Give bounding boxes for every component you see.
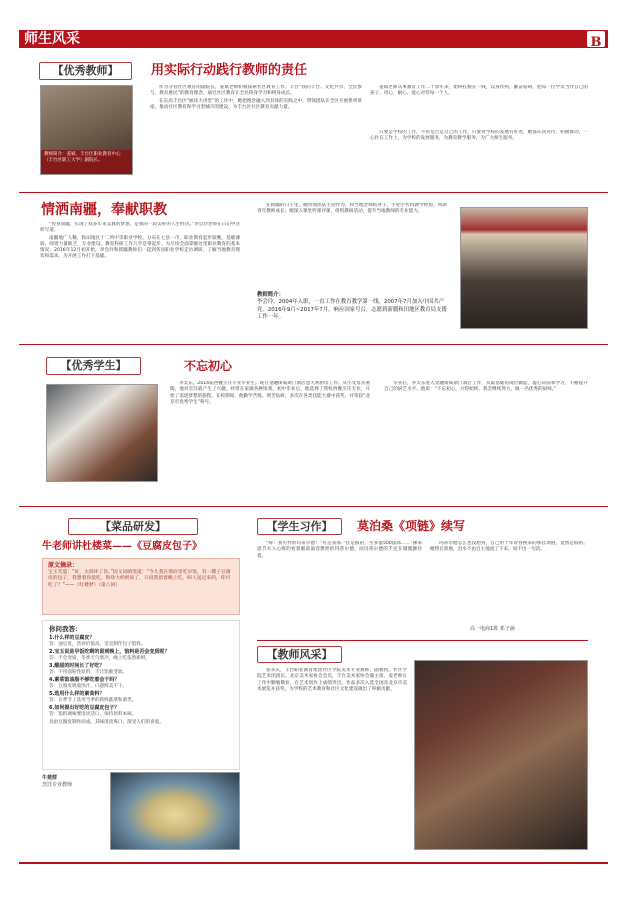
headline-teacher-responsibility: 用实际行动践行教师的责任 — [151, 63, 308, 78]
chef-name: 牛楚群 — [42, 775, 58, 781]
qa-answer: 答：在季节上选用当季的新鲜蔬菜和菌类。 — [49, 697, 137, 703]
divider — [19, 344, 608, 345]
sec1-paragraph: 只要是学校的工作，不管是否是自己的工作，只要对学校的发展有好处，她都认真对待，积极推动，一心扑在工作上，为学校的发展服务，为教育教学服务，为广大师生服务。 — [370, 130, 588, 142]
page-header — [19, 30, 608, 48]
divider — [257, 640, 588, 641]
section-tag-teacher-style: 【教师风采】 — [257, 646, 342, 663]
section-tag-excellent-teacher: 【优秀教师】 — [39, 62, 132, 80]
sec2-paragraph: 在援疆的日子里，她带领团队主动作为，和当地老师结对子，手把手传授教学经验，帮助青年教师成长；她深入课堂听课评课，组织教研活动，提升当地教师的专业能力。 — [257, 203, 447, 215]
bottom-rule — [19, 862, 608, 864]
qa-title: 你问我答： — [49, 625, 82, 633]
qa-box — [42, 620, 240, 770]
sec5-col1 — [257, 541, 422, 629]
divider — [19, 506, 608, 507]
sec1-col3 — [370, 130, 588, 178]
source-label: 原文摘录： — [48, 562, 79, 569]
qa-question: 3.酸甜的时间长了好吃？ — [49, 663, 105, 669]
sec3-col2 — [384, 381, 588, 487]
headline-xinjiang: 情洒南疆，奉献职教 — [41, 202, 167, 218]
qa-list — [49, 635, 233, 718]
teacher-intro-text: 李会玲，2004年入职，一直工作在教育教学第一线。2007年7月加入中国共产党。2016年9月~2017年7月，响应国家号召，志愿到新疆和田地区教育局支援工作一年。 — [257, 299, 447, 321]
qa-outro: 具由豆腐皮制作而成，其味清淡爽口，深受人们的喜爱。 — [49, 720, 164, 725]
section-tag-student-writing: 【学生习作】 — [257, 518, 342, 535]
photo-caption: 教师简介：姜斌，丰台区职业教育中心（丰台区职工大学）副院长。 — [44, 152, 121, 163]
section-tag-dish-research: 【菜品研发】 — [68, 518, 198, 535]
page-header-title: 师生风采 — [24, 31, 80, 47]
sec5-col2 — [430, 541, 588, 621]
photo-caption-box — [41, 150, 132, 174]
sec2-paragraph: 南疆地广人稀，和田地区十二所中等职业学校，分布在七县一市，职业教育起步较晚，基础薄弱，师资力量缺乏，专业建设、教育科研工作几乎是零起步。为尽快全面掌握这里职业教育的基本情况，2016年12月初开始，李会玲和援疆教师们一起到各县职业学校走访调研，了解当地教育现状和需求，为开展工作打下基础。 — [40, 235, 240, 260]
headline-stay-true: 不忘初心 — [184, 359, 233, 373]
section-tag-excellent-student: 【优秀学生】 — [46, 357, 141, 375]
qa-answer: 答：豆腐皮吸收汤汁，口感鲜美不干。 — [49, 683, 128, 689]
sec1-col1 — [150, 85, 362, 180]
sec2-col1 — [40, 222, 240, 334]
sec6-paragraph: 张永庆，丰台职业教育集团社区学院美术专业教师，副教授，社区学院艺术团团长。北京美术家协会会员，丰台美术家协会副主席。姜老师在工作中勤勉敬业，在艺术创作上成绩突出，作品多次入选全国及北京市美术展览并获奖，为学校的艺术教育和社区文化建设做出了积极贡献。 — [257, 668, 407, 692]
qa-question: 1.什么样的豆腐皮？ — [49, 635, 95, 641]
source-quote: 宝玉笑道：“好，太渴坏了你。”因又问晴雯道：“今儿我在那府里吃早饭，有一碟子豆腐皮的包子，我想着你爱吃，和珍大奶奶说了，只说我留着晚上吃，叫人送过来的，你可吃了？”——（红楼梦）（第八回） — [48, 570, 231, 588]
sec5-paragraph: “呀！我可怜的玛蒂尔德！”可是我那一挂是假的，至多值500法郎……”佛莱思节夫人心疼的看着眼前面容憔悴的玛蒂尔德，而玛蒂尔德的手还在微微颤抖着。 — [257, 541, 422, 559]
sec2-col2 — [257, 203, 447, 287]
chef-role: 烹饪专业教师 — [42, 782, 73, 788]
sec2-paragraph: “投身南疆，实现了我多年来支教的梦想，是我的一段美好的人生经历。”李会玲老师在日记中这样写道。 — [40, 222, 240, 234]
essay-author: 高一电商1班 邓子涵 — [470, 626, 515, 632]
divider — [19, 192, 608, 193]
qa-answer: 答：油豆皮，营养价值高，适宜制作包子馅料。 — [49, 641, 146, 647]
headline-tofu-bun: 牛老师讲杜楼菜——《豆腐皮包子》 — [42, 541, 202, 552]
teacher-photo-jiangbin — [40, 85, 133, 175]
qa-answer: 答：不用面粉性原料，不让馅脆变软。 — [49, 669, 128, 675]
sec3-paragraph: 李太东，2014届西餐烹饪专业毕业生。现在金融街威斯汀酒店意大利厨房工作。从小受母亲熏陶，他对烹饪就产生了兴趣，经常在家做各种饭菜。初中毕业后，他选择了我校西餐烹饪专业，开始了追逐梦想的旅程。在校期间，他勤学苦练，刻苦钻研，多次在各类技能大赛中获奖，并荣获“北京市优秀学生”称号。 — [170, 381, 370, 405]
qa-question: 4.素菜馅油脂不够吃着会干吗？ — [49, 677, 120, 683]
sec1-paragraph: 作为分管社区教育的副院长，姜斌老师积极探索社区教育工作。丰台“我的丰台、文化共享、全民参与、教育惠民”的教育理念，通过社区教育让全民终身学习和终身成长。 — [150, 85, 362, 97]
page-letter: B — [590, 35, 602, 50]
source-quote-box — [42, 558, 240, 615]
qa-answer: 答：不会变质，冬季天气寒冷，晚上吃依然新鲜。 — [49, 655, 151, 661]
qa-answer: 答：馅料调味要清淡适口，保持原料本味。 — [49, 711, 137, 717]
teacher-intro-label: 教师简介： — [257, 292, 284, 298]
qa-question: 6.如何提出好吃的豆腐皮包子？ — [49, 705, 120, 711]
qa-question: 5.选用什么样的素食料？ — [49, 691, 105, 697]
sec3-col1 — [170, 381, 370, 487]
tofu-bun-dish-photo — [110, 772, 240, 850]
qa-question: 2.宝玉说是早饭吃剩的留到晚上，馅料是否会变质呢？ — [49, 649, 170, 655]
teacher-intro-box — [257, 292, 447, 337]
xinjiang-photo — [460, 207, 588, 329]
sec1-paragraph: 姜斌老师从事教育工作二十余年来，始终扎根在一线，以身作则，勤奋钻研，把每一位学员当作自己的孩子，用心、耐心、爱心对待每一个人。 — [370, 85, 588, 97]
chef-caption — [42, 775, 102, 789]
page-letter-badge — [587, 31, 605, 50]
sec6-text — [257, 668, 407, 850]
headline-necklace-sequel: 莫泊桑《项链》续写 — [357, 519, 466, 533]
sec3-paragraph: 毕业后，李太东进入金融街威斯汀酒店工作，从最基础的岗位做起，虚心向前辈学习，不断提升自己的厨艺水平。他说：“不忘初心，方得始终。我会继续努力，做一名优秀的厨师。” — [384, 381, 588, 393]
sec1-col2 — [370, 85, 588, 127]
sec1-paragraph: 在东高丰台区“丽泽大讲堂”的工作中，她把理念融入到具体的实践之中，带领团队在全区开展系列讲座，推动社区教育和学习型城市的建设，为丰台区社区教育贡献力量。 — [150, 98, 362, 110]
chef-student-photo — [46, 384, 158, 482]
sec5-paragraph: 玛蒂尔德怎么也没想到，自己用十年青春换来的那挂项链，竟然是假的。她愣在原地，泪水不由自主地流了下来，说不出一句话。 — [430, 541, 588, 553]
artist-teacher-photo — [414, 660, 588, 850]
